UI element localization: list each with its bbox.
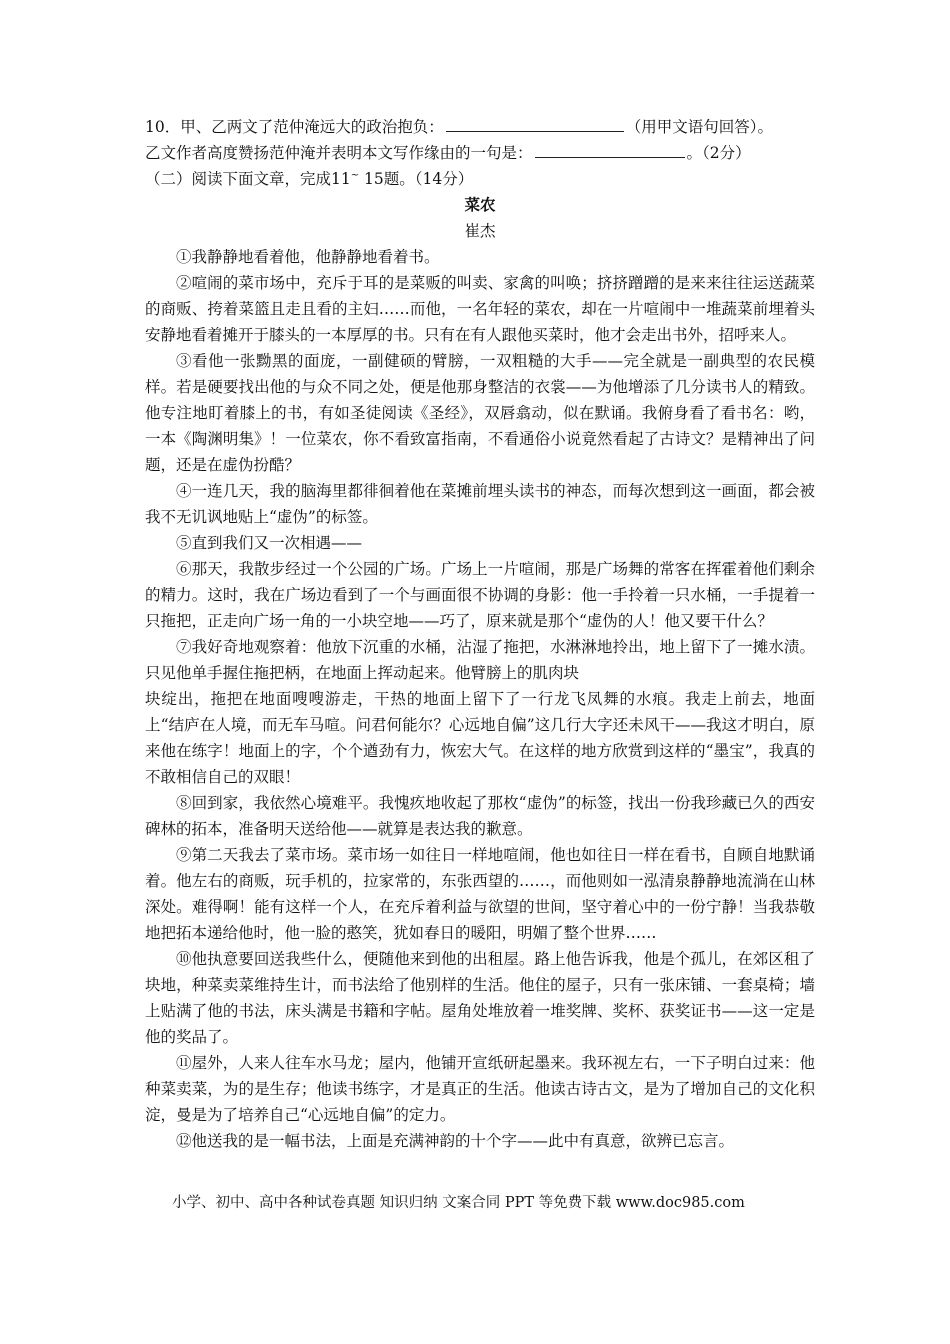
question-10-text-a: 10．甲、乙两文了范仲淹远大的政治抱负： (145, 118, 444, 136)
paragraph-4: ④一连几天，我的脑海里都徘徊着他在菜摊前埋头读书的神态，而每次想到这一画面，都会被我不无讥讽地贴上“虚伪”的标签。 (145, 482, 815, 526)
section-2-text-b: 15题。（14分） (359, 170, 474, 188)
paragraph-2: ②喧闹的菜市场中，充斥于耳的是菜贩的叫卖、家禽的叫唤；挤挤蹭蹭的是来来往往运送蔬菜的商贩、挎着菜篮且走且看的主妇……而他，一名年轻的菜农，却在一片喧闹中一堆蔬菜前埋着头安静地看着摊开于膝头的一本厚厚的书。只有在有人跟他买菜时，他才会走出书外，招呼来人。 (145, 274, 815, 344)
paragraph-9: ⑨第二天我去了菜市场。菜市场一如往日一样地喧闹，他也如往日一样在看书，自顾自地默诵着。他左右的商贩，玩手机的，拉家常的，东张西望的……，而他则如一泓清泉静静地流淌在山林深处。难得啊！能有这样一个人，在充斥着利益与欲望的世间，坚守着心中的一份宁静！当我恭敬地把拓本递给他时，他一脸的憨笑，犹如春日的暖阳，明媚了整个世界…… (145, 846, 815, 942)
section-2-heading (145, 166, 815, 192)
paragraph-10: ⑩他执意要回送我些什么，便随他来到他的出租屋。路上他告诉我，他是个孤儿，在郊区租了块地，种菜卖菜维持生计，而书法给了他别样的生活。他住的屋子，只有一张床铺、一套桌椅；墙上贴满了他的书法，床头满是书籍和字帖。屋角处堆放着一堆奖牌、奖杯、获奖证书——这一定是他的奖品了。 (145, 950, 815, 1046)
question-10-text-d: 。（2分） (686, 144, 751, 162)
section-2-tilde: ~ (350, 169, 360, 181)
question-10-text-c: 乙文作者高度赞扬范仲淹并表明本文写作缘由的一句是： (145, 144, 533, 162)
paragraph-5: ⑤直到我们又一次相遇—— (176, 534, 363, 552)
paragraph-8: ⑧回到家，我依然心境难平。我愧疚地收起了那枚“虚伪”的标签，找出一份我珍藏已久的西安碑林的拓本，准备明天送给他——就算是表达我的歉意。 (145, 794, 815, 838)
footer-watermark: 小学、初中、高中各种试卷真题 知识归纳 文案合同 PPT 等免费下载 www.doc985.com (172, 1195, 745, 1211)
question-10-line-2 (145, 140, 815, 166)
paragraph-12: ⑫他送我的是一幅书法，上面是充满神韵的十个字——此中有真意，欲辨已忘言。 (176, 1132, 735, 1150)
paragraph-7b: 块绽出，拖把在地面嗖嗖游走，干热的地面上留下了一行龙飞凤舞的水痕。我走上前去，地面上“结庐在人境，而无车马喧。问君何能尔？心远地自偏”这几行大字还未风干——我这才明白，原来他在练字！地面上的字，个个遒劲有力，恢宏大气。在这样的地方欣赏到这样的“墨宝”，我真的不敢相信自己的双眼！ (145, 690, 815, 786)
question-10-text-b: （用甲文语句回答）。 (625, 118, 773, 136)
section-2-text-a: （二）阅读下面文章，完成11 (145, 170, 351, 188)
article-title: 菜农 (464, 196, 496, 214)
document-page (145, 114, 815, 1154)
paragraph-7a: ⑦我好奇地观察着：他放下沉重的水桶，沾湿了拖把，水淋淋地拎出，地上留下了一摊水渍。只见他单手握住拖把柄，在地面上挥动起来。他臂膀上的肌肉块 (145, 638, 815, 682)
paragraph-1: ①我静静地看着他，他静静地看着书。 (176, 248, 440, 266)
answer-blank-1 (446, 115, 624, 132)
paragraph-11: ⑪屋外，人来人往车水马龙；屋内，他铺开宣纸研起墨来。我环视左右，一下子明白过来：他种菜卖菜，为的是生存；他读书练字，才是真正的生活。他读古诗古文，是为了增加自己的文化积淀，曼是为了培养自己“心远地自偏”的定力。 (145, 1054, 815, 1124)
article-author: 崔杰 (464, 222, 496, 240)
answer-blank-2 (535, 141, 685, 158)
paragraph-3: ③看他一张黝黑的面庞，一副健硕的臂膀，一双粗糙的大手——完全就是一副典型的农民模样。若是硬要找出他的与众不同之处，便是他那身整洁的衣裳——为他增添了几分读书人的精致。他专注地盯着膝上的书，有如圣徒阅读《圣经》，双唇翕动，似在默诵。我俯身看了看书名：哟，一本《陶渊明集》！一位菜农，你不看致富指南，不看通俗小说竟然看起了古诗文？是精神出了问题，还是在虚伪扮酷？ (145, 352, 815, 474)
question-10-line-1 (145, 114, 815, 140)
paragraph-6: ⑥那天，我散步经过一个公园的广场。广场上一片喧闹，那是广场舞的常客在挥霍着他们剩余的精力。这时，我在广场边看到了一个与画面很不协调的身影：他一手拎着一只水桶，一手提着一只拖把，正走向广场一角的一小块空地——巧了，原来就是那个“虚伪的人！他又要干什么？ (145, 560, 815, 630)
